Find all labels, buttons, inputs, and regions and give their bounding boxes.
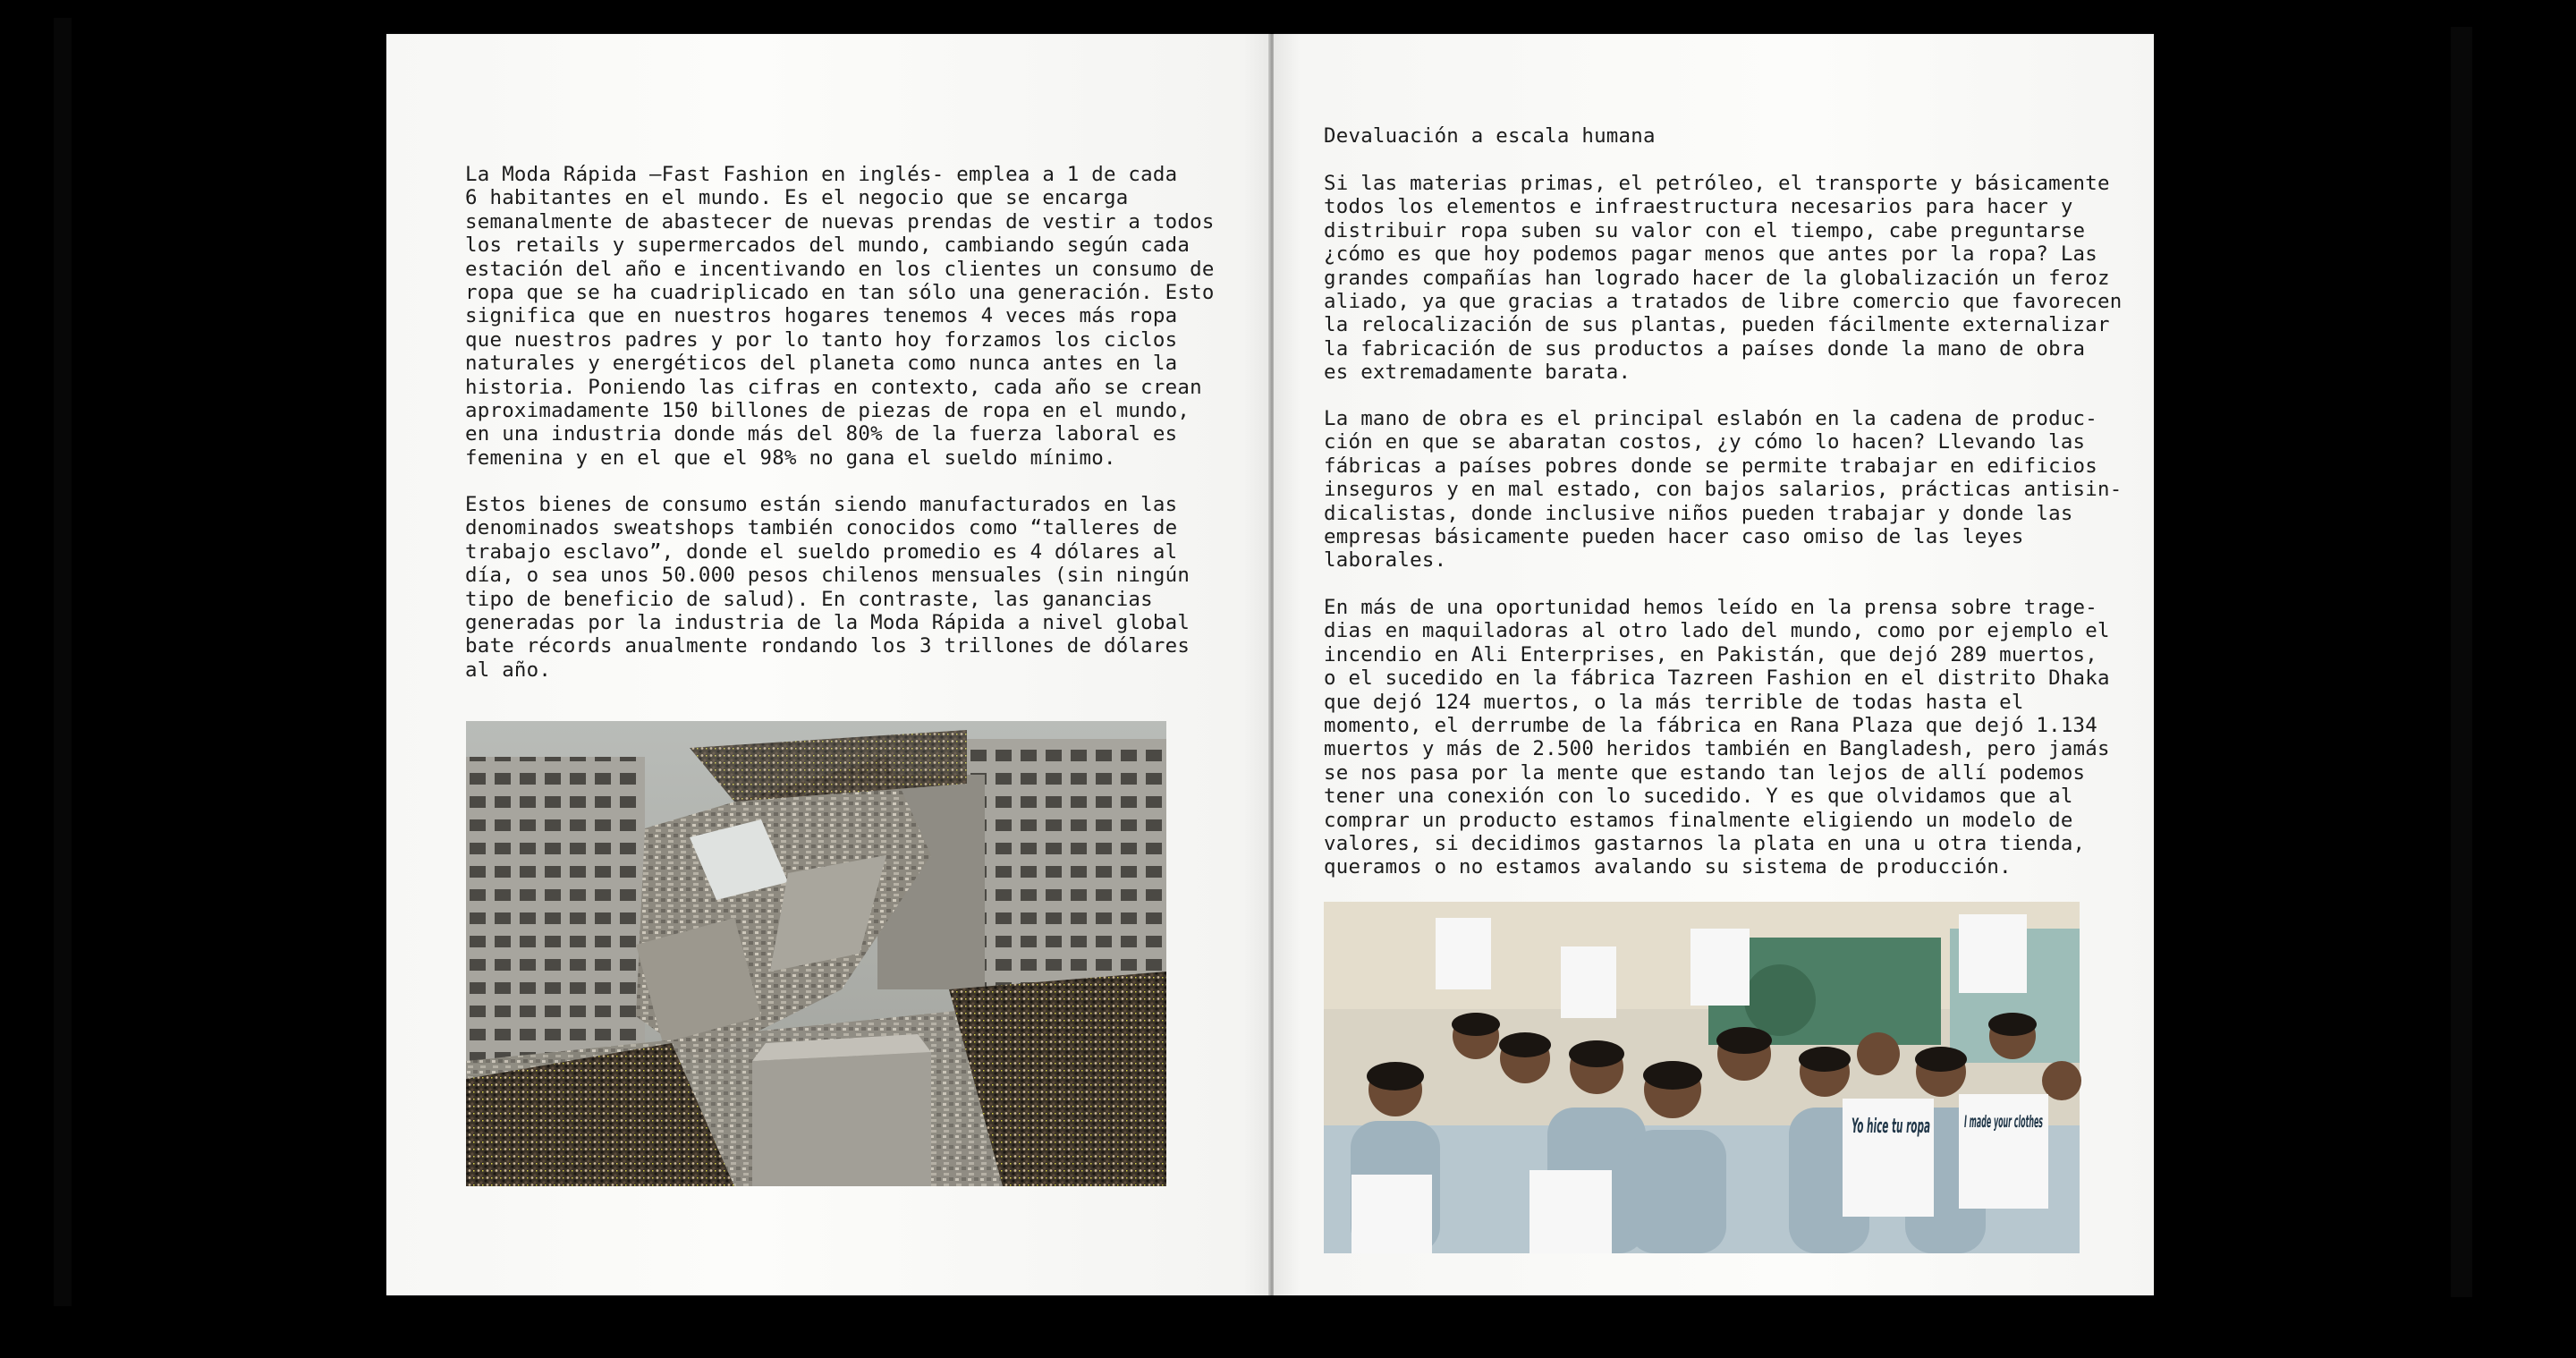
sign-text-yo-hice-tu-ropa: Yo hice tu ropa bbox=[1852, 1116, 1930, 1138]
right-paragraph-1: Si las materias primas, el petróleo, el transporte y básicamente todos los elementos e infraestructura necesarios para hacer y distribuir ropa suben su valor con el tiempo, cabe preguntarse ¿cómo es que hoy podemos pagar menos que antes por la ropa? Las grandes compañías han logrado hacer de la globalización un feroz aliado, ya que gracias a tratados de libre comercio que favorecen la relocalización de sus plantas, pueden fácilmente externalizar la fabricación de sus productos a países donde la mano de obra es extremadamente barata. bbox=[1324, 172, 2123, 385]
right-heading: Devaluación a escala humana bbox=[1324, 124, 1656, 148]
right-page bbox=[1274, 34, 2154, 1295]
right-paragraph-2: La mano de obra es el principal eslabón en la cadena de produc- ción en que se abaratan costos, ¿y cómo lo hacen? Llevando las fábricas a países pobres donde se permite trabajar en edificios inseguros y en mal estado, con bajos salarios, prácticas antisin- dicalistas, donde inclusive niños pueden trabajar y donde las empresas básicamente pueden hacer caso omiso de las leyes laborales. bbox=[1324, 407, 2123, 573]
left-paragraph-1: La Moda Rápida –Fast Fashion en inglés- emplea a 1 de cada 6 habitantes en el mundo. Es el negocio que se encarga semanalmente de abastecer de nuevas prendas de vestir a todos los retails y supermercados del mundo, cambiando según cada estación del año e incentivando en los clientes un consumo de ropa que se ha cuadriplicado en tan sólo una generación. Esto significa que en nuestros hogares tenemos 4 veces más ropa que nuestros padres y por lo tanto hoy forzamos los ciclos naturales y energéticos del planeta como nunca antes en la historia. Poniendo las cifras en contexto, cada año se crean aproximadamente 150 billones de piezas de ropa en el mundo, en una industria donde más del 80% de la fuerza laboral es femenina y en el que el 98% no gana el sueldo mínimo. bbox=[465, 163, 1215, 470]
scan-shadow-left bbox=[54, 18, 72, 1306]
sign-text-i-made-your-clothes: I made your clothes bbox=[1964, 1112, 2043, 1132]
garment-workers-photo bbox=[1324, 902, 2080, 1253]
scan-shadow-right bbox=[2451, 27, 2472, 1297]
right-paragraph-3: En más de una oportunidad hemos leído en la prensa sobre trage- dias en maquiladoras al otro lado del mundo, como por ejemplo el incendio en Ali Enterprises, en Pakistán, que dejó 289 muertos, o el sucedido en la fábrica Tazreen Fashion en el distrito Dhaka que dejó 124 muertos, o la más terrible de todas hasta el momento, el derrumbe de la fábrica en Rana Plaza que dejó 1.134 muertos y más de 2.500 heridos también en Bangladesh, pero jamás se nos pasa por la mente que estando tan lejos de allí podemos tener una conexión con lo sucedido. Y es que olvidamos que al comprar un producto estamos finalmente eligiendo un modelo de valores, si decidimos gastarnos la plata en una u otra tienda, queramos o no estamos avalando su sistema de producción. bbox=[1324, 596, 2110, 879]
booklet-spread bbox=[386, 34, 2154, 1295]
left-paragraph-2: Estos bienes de consumo están siendo manufacturados en las denominados sweatshops también conocidos como “talleres de trabajo esclavo”, donde el sueldo promedio es 4 dólares al día, o sea unos 50.000 pesos chilenos mensuales (sin ningún tipo de beneficio de salud). En contraste, las ganancias generadas por la industria de la Moda Rápida a nivel global bate récords anualmente rondando los 3 trillones de dólares al año. bbox=[465, 493, 1191, 682]
rana-plaza-collapse-photo bbox=[466, 721, 1166, 1186]
left-page bbox=[386, 34, 1270, 1295]
